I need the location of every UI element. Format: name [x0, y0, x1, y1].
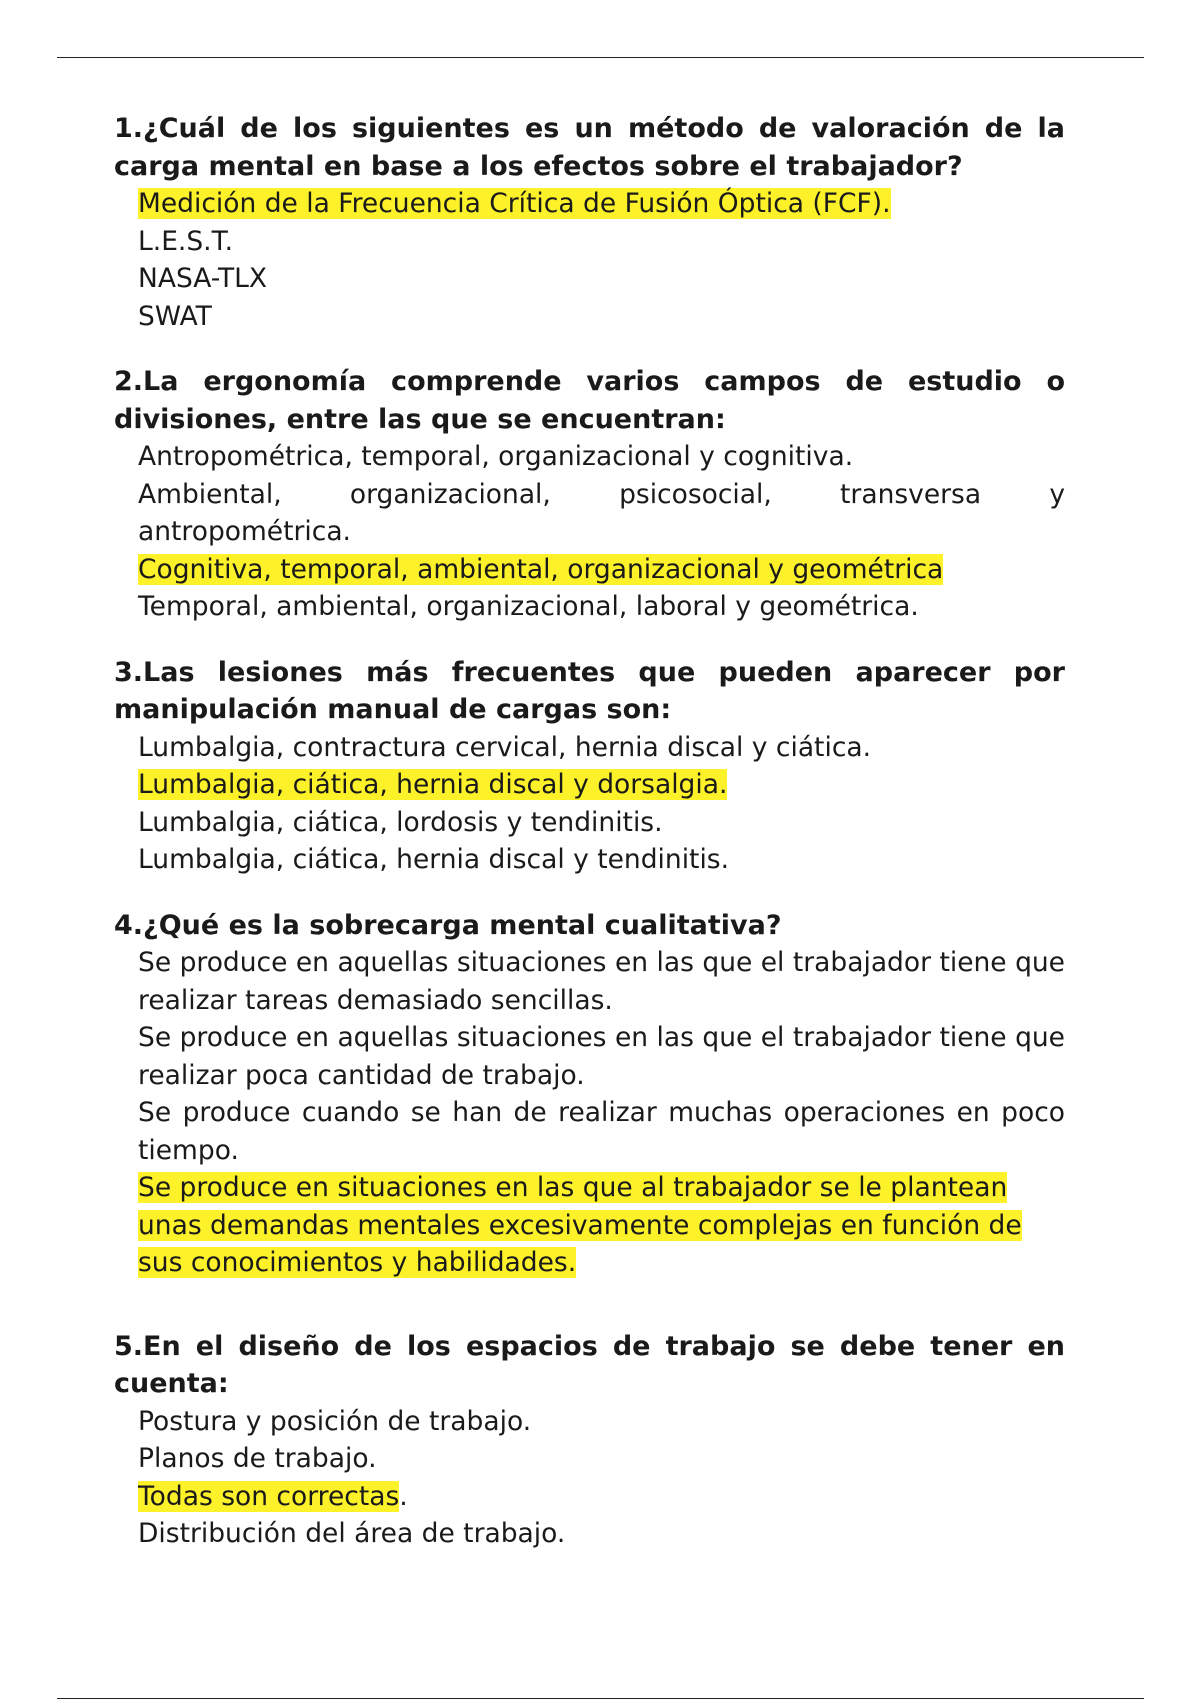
question-1-options [114, 185, 1065, 335]
question-1-option-4: SWAT [138, 300, 212, 332]
question-5-option-3 [138, 1478, 1065, 1516]
question-5-option-1: Postura y posición de trabajo. [138, 1405, 532, 1437]
question-1-title: 1.¿Cuál de los siguientes es un método de valoración de la carga mental en base a los efectos sobre el trabajador? [114, 113, 1065, 182]
question-2-title: 2.La ergonomía comprende varios campos de estudio o divisiones, entre las que se encuentran: [114, 366, 1065, 435]
question-3-title-line-1: 3.Las lesiones más frecuentes que pueden aparecer por [114, 656, 1065, 688]
highlighted-answer: Lumbalgia, ciática, hernia discal y dorsalgia. [138, 769, 728, 800]
question-1 [114, 110, 1065, 335]
question-4-options [114, 944, 1065, 1282]
question-3-options [114, 729, 1065, 879]
question-5-option-3-tail: . [399, 1480, 408, 1512]
question-2-options [114, 438, 1065, 626]
question-2 [114, 363, 1065, 626]
question-5 [114, 1328, 1065, 1553]
quiz-content [114, 110, 1065, 1581]
question-5-title: 5.En el diseño de los espacios de trabajo se debe tener en cuenta: [114, 1330, 1065, 1399]
question-5-option-4: Distribución del área de trabajo. [138, 1518, 566, 1549]
question-3 [114, 654, 1065, 879]
question-2-option-2-line-1: Ambiental, organizacional, psicosocial, transversa y [138, 478, 1065, 510]
question-1-option-2: L.E.S.T. [138, 225, 234, 257]
question-4-option-3: Se produce cuando se han de realizar muchas operaciones en poco tiempo. [138, 1097, 1065, 1166]
highlighted-answer: Medición de la Frecuencia Crítica de Fusión Óptica (FCF). [138, 188, 891, 219]
question-2-option-4: Temporal, ambiental, organizacional, laboral y geométrica. [138, 591, 919, 622]
question-5-options [114, 1403, 1065, 1553]
question-5-option-2: Planos de trabajo. [138, 1443, 377, 1474]
footer-rule [57, 1698, 1144, 1699]
question-2-option-2-line-2: antropométrica. [138, 516, 351, 547]
question-4-option-4 [138, 1169, 1065, 1282]
highlighted-answer: Se produce en situaciones en las que al trabajador se le plantean unas demandas mentales excesivamente complejas en función de sus conocimientos y habilidades. [138, 1172, 1022, 1278]
question-4-option-1: Se produce en aquellas situaciones en las que el trabajador tiene que realizar tareas demasiado sencillas. [138, 947, 1065, 1016]
question-4-option-2: Se produce en aquellas situaciones en las que el trabajador tiene que realizar poca cantidad de trabajo. [138, 1022, 1065, 1091]
question-1-option-1 [138, 185, 1065, 223]
question-3-option-2 [138, 766, 1065, 804]
question-4-title: 4.¿Qué es la sobrecarga mental cualitativa? [114, 909, 782, 941]
question-2-option-1: Antropométrica, temporal, organizacional y cognitiva. [138, 441, 854, 472]
question-3-option-1: Lumbalgia, contractura cervical, hernia discal y ciática. [138, 731, 872, 763]
question-3-option-4: Lumbalgia, ciática, hernia discal y tendinitis. [138, 844, 730, 875]
question-3-title-line-2: manipulación manual de cargas son: [114, 694, 672, 725]
highlighted-answer: Todas son correctas [138, 1480, 400, 1512]
question-3-option-3: Lumbalgia, ciática, lordosis y tendinitis. [138, 806, 663, 838]
question-3-title [114, 654, 1065, 729]
question-1-option-3: NASA-TLX [138, 263, 268, 294]
question-2-option-2 [138, 476, 1065, 551]
question-4 [114, 907, 1065, 1282]
header-rule [57, 57, 1144, 58]
question-2-option-3 [138, 551, 1065, 589]
highlighted-answer: Cognitiva, temporal, ambiental, organizacional y geométrica [138, 553, 944, 585]
